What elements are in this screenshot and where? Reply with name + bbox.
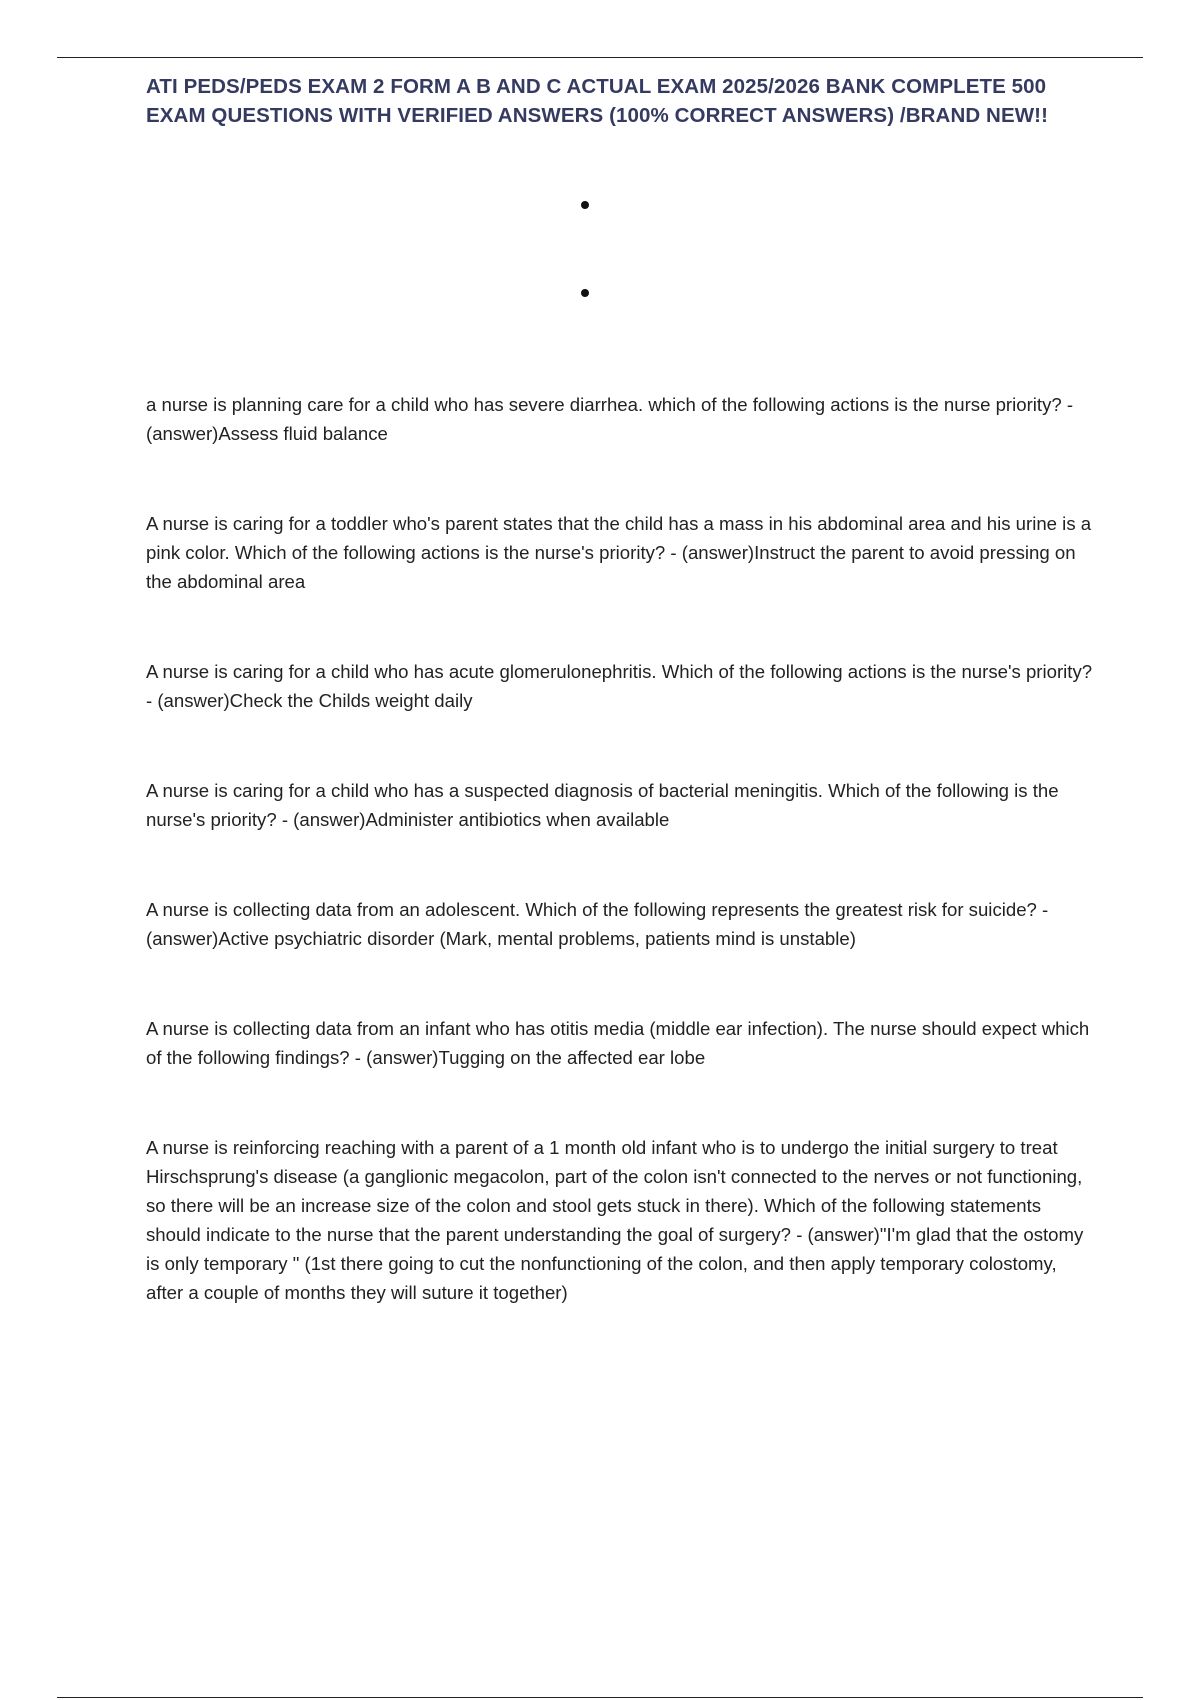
- document-title: ATI PEDS/PEDS EXAM 2 FORM A B AND C ACTUAL EXAM 2025/2026 BANK COMPLETE 500 EXAM QUESTIONS WITH VERIFIED ANSWERS (100% CORRECT ANSWERS) /BRAND NEW!!: [146, 75, 1049, 127]
- question-item: A nurse is caring for a toddler who's parent states that the child has a mass in his abdominal area and his urine is a pink color. Which of the following actions is the nurse's priority? - (answer)Instruct the parent to avoid pressing on the abdominal area: [146, 513, 1092, 592]
- footer-rule: [57, 1697, 1143, 1698]
- question-list: [146, 390, 1096, 1368]
- bullet-icon: [581, 201, 589, 209]
- question-item: A nurse is caring for a child who has acute glomerulonephritis. Which of the following actions is the nurse's priority? - (answer)Check the Childs weight daily: [146, 661, 1093, 711]
- question-item: A nurse is collecting data from an adolescent. Which of the following represents the greatest risk for suicide? - (answer)Active psychiatric disorder (Mark, mental problems, patients mind is unstable): [146, 899, 1049, 949]
- question-item: a nurse is planning care for a child who has severe diarrhea. which of the following actions is the nurse priority? - (answer)Assess fluid balance: [146, 394, 1074, 444]
- header-rule: [57, 57, 1143, 58]
- bullet-icon: [581, 289, 589, 297]
- question-item: A nurse is reinforcing reaching with a parent of a 1 month old infant who is to undergo the initial surgery to treat Hirschsprung's disease (a ganglionic megacolon, part of the colon isn't connected to the nerves or not functioning, so there will be an increase size of the colon and stool gets stuck in there). Which of the following statements should indicate to the nurse that the parent understanding the goal of surgery? - (answer)"I'm glad that the ostomy is only temporary " (1st there going to cut the nonfunctioning of the colon, and then apply temporary colostomy, after a couple of months they will suture it together): [146, 1137, 1084, 1303]
- question-item: A nurse is collecting data from an infant who has otitis media (middle ear infection). The nurse should expect which of the following findings? - (answer)Tugging on the affected ear lobe: [146, 1018, 1090, 1068]
- question-item: A nurse is caring for a child who has a suspected diagnosis of bacterial meningitis. Which of the following is the nurse's priority? - (answer)Administer antibiotics when available: [146, 780, 1059, 830]
